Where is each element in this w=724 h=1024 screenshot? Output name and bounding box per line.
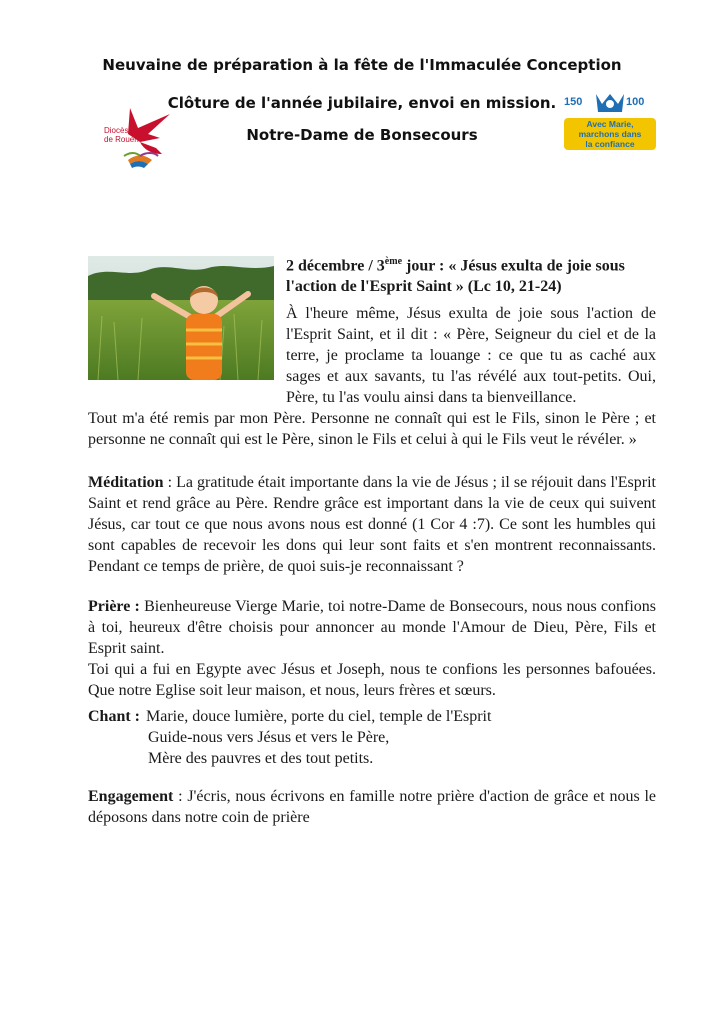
jubilee-num-right: 100	[626, 96, 645, 108]
doc-title: Neuvaine de préparation à la fête de l'Immaculée Conception	[102, 56, 622, 74]
gospel-text-top	[286, 303, 656, 408]
chant-line-1: Marie, douce lumière, porte du ciel, temple de l'Esprit	[146, 708, 492, 725]
jubilee-slogan-1: Avec Marie,	[586, 119, 634, 129]
prayer-label: Prière :	[88, 598, 140, 615]
jubilee-logo	[562, 90, 658, 152]
chant-line-2: Guide-nous vers Jésus et vers le Père,	[148, 729, 390, 746]
diocese-logo-line2: de Rouen	[104, 135, 139, 144]
day-title-prefix: 2 décembre / 3	[286, 257, 385, 275]
chant-label: Chant :	[88, 708, 141, 725]
doc-location: Notre-Dame de Bonsecours	[246, 126, 478, 144]
day-title-rest: jour : « Jésus exulta de joie sous l'action de l'Esprit Saint » (Lc 10, 21-24)	[286, 257, 625, 296]
child-field-photo	[88, 256, 274, 380]
jubilee-slogan-3: la confiance	[585, 139, 635, 149]
meditation-text: : La gratitude était importante dans la vie de Jésus ; il se réjouit dans l'Esprit Saint et rend grâce au Père. Rendre grâce est important dans la vie de ceux qui suivent Jésus, car tout ce que nous avons nous est donné (1 Cor 4 :7). Ce sont les humbles qui sont capables de recevoir les dons qui leur sont faits et s'en montrent reconnaissants. Pendant ce temps de prière, de quoi suis-je reconnaissant ?	[88, 474, 656, 575]
doc-subtitle: Clôture de l'année jubilaire, envoi en mission.	[167, 94, 557, 112]
engagement-text: : J'écris, nous écrivons en famille notre prière d'action de grâce et nous le déposons dans notre coin de prière	[88, 788, 656, 826]
gospel-part-2: Tout m'a été remis par mon Père. Personne ne connaît qui est le Fils, sinon le Père ; et personne ne connaît qui est le Père, sinon le Fils et celui à qui le Fils veut le révéler. »	[88, 410, 656, 448]
engagement-section	[88, 786, 656, 828]
day-title	[286, 251, 656, 297]
prayer-text-2: Toi qui a fui en Egypte avec Jésus et Joseph, nous te confions les personnes bafouées. Que notre Eglise soit leur maison, et nous, leurs frères et sœurs.	[88, 661, 656, 699]
day-title-sup: ème	[384, 256, 403, 267]
prayer-text-1: Bienheureuse Vierge Marie, toi notre-Dame de Bonsecours, nous nous confions à toi, heureux d'être choisis pour annoncer au monde l'Amour de Dieu, Père, Fils et Esprit saint.	[88, 598, 656, 657]
meditation-label: Méditation	[88, 474, 164, 491]
meditation-section	[88, 472, 656, 577]
chant-line-3: Mère des pauvres et des tout petits.	[148, 750, 374, 767]
jubilee-slogan-2: marchons dans	[578, 129, 642, 139]
diocese-logo	[100, 104, 180, 174]
prayer-section	[88, 596, 656, 701]
chant-section	[88, 706, 656, 769]
jubilee-num-left: 150	[564, 96, 583, 108]
engagement-label: Engagement	[88, 788, 174, 805]
gospel-text-bottom	[88, 408, 656, 450]
diocese-logo-line1: Diocèse	[104, 126, 133, 135]
gospel-part-1: À l'heure même, Jésus exulta de joie sous l'action de l'Esprit Saint, et il dit : « Père, Seigneur du ciel et de la terre, je proclame ta louange : ce que tu as caché aux sages et aux savants, tu l'as révélé aux tout-petits. Oui, Père, tu l'as voulu ainsi dans ta bienveillance.	[286, 305, 656, 406]
